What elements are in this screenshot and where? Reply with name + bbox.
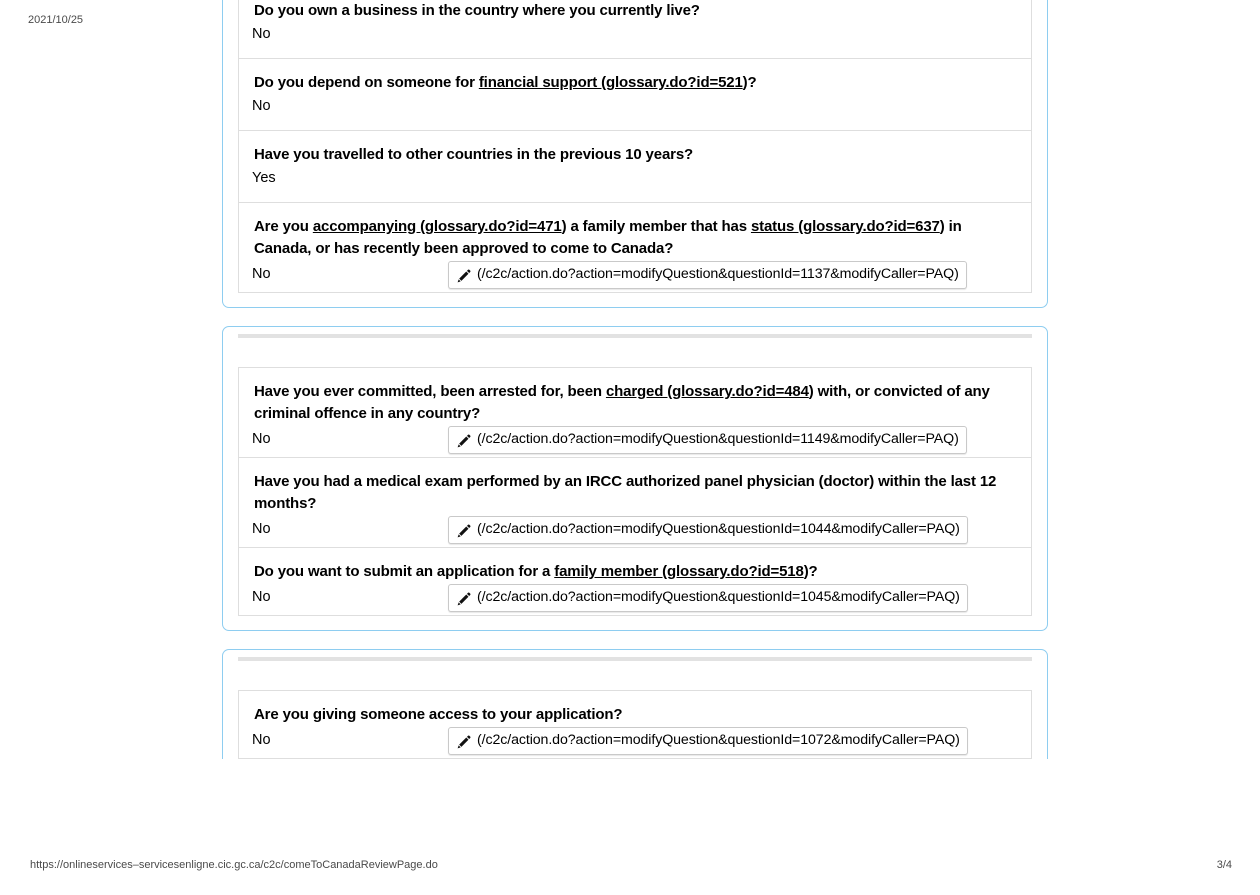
edit-answer-link[interactable] [448,426,967,454]
glossary-link[interactable]: charged (glossary.do?id=484 [605,383,809,400]
review-answers-content [222,0,1048,759]
glossary-link[interactable]: status (glossary.do?id=637 [750,218,940,235]
answer-line [239,585,1031,615]
glossary-link[interactable]: accompanying (glossary.do?id=471 [312,218,562,235]
question-card [222,326,1048,631]
question-text [239,59,1031,96]
question-text [239,691,1031,728]
answer-value: No [252,266,271,282]
answer-value: No [252,431,271,447]
edit-link-url: (/c2c/action.do?action=modifyQuestion&questionId=1072&modifyCaller=PAQ) [477,732,960,748]
question-text-segment: Have you travelled to other countries in the previous 10 years? [254,146,694,163]
question-text-segment: Do you depend on someone for [254,74,479,91]
edit-answer-link[interactable] [448,261,967,289]
pencil-icon [457,735,471,749]
question-text [239,203,1031,262]
card-divider [238,334,1032,338]
edit-answer-link[interactable] [448,516,968,544]
edit-link-url: (/c2c/action.do?action=modifyQuestion&questionId=1044&modifyCaller=PAQ) [477,521,960,537]
answer-line [239,262,1031,292]
question-text-segment: Are you [254,218,313,235]
pencil-icon [457,269,471,283]
answer-row [239,548,1031,616]
question-card [222,0,1048,308]
pencil-icon [457,434,471,448]
answer-row [239,131,1031,203]
edit-link-url: (/c2c/action.do?action=modifyQuestion&questionId=1149&modifyCaller=PAQ) [477,431,959,447]
answer-value: Yes [252,170,276,186]
answer-row [239,368,1031,458]
question-text [239,0,1031,24]
question-text-segment: )? [742,74,757,91]
pencil-icon [457,524,471,538]
answer-row [239,59,1031,131]
question-text-segment: )? [803,563,818,580]
question-text-segment: ) a family member that has [561,218,751,235]
pencil-icon [457,592,471,606]
edit-answer-link[interactable] [448,727,968,755]
glossary-link[interactable]: financial support (glossary.do?id=521 [478,74,743,91]
answer-line [239,728,1031,758]
footer-url: https://onlineservices–servicesenligne.cic.gc.ca/c2c/comeToCanadaReviewPage.do [30,859,438,871]
answer-value: No [252,732,271,748]
question-text [239,131,1031,168]
edit-link-url: (/c2c/action.do?action=modifyQuestion&questionId=1137&modifyCaller=PAQ) [477,266,959,282]
question-text-segment: ) in Canada, or has recently been approved to come to Canada? [254,218,962,257]
answer-row [239,0,1031,59]
answer-value: No [252,98,271,114]
edit-link-url: (/c2c/action.do?action=modifyQuestion&questionId=1045&modifyCaller=PAQ) [477,589,960,605]
answer-row [239,691,1031,759]
footer-page-number: 3/4 [1216,859,1232,871]
print-date: 2021/10/25 [28,14,84,26]
answer-value: No [252,26,271,42]
answer-row [239,458,1031,548]
glossary-link[interactable]: family member (glossary.do?id=518 [554,563,804,580]
answer-line [239,24,1031,58]
answers-table [238,0,1032,293]
answers-table [238,690,1032,759]
question-text-segment: Are you giving someone access to your application? [254,706,623,723]
question-text [239,458,1031,517]
answer-line [239,427,1031,457]
answers-table [238,367,1032,616]
question-text [239,368,1031,427]
print-footer [0,857,1260,873]
answer-line [239,96,1031,130]
question-card [222,649,1048,759]
answer-row [239,203,1031,293]
answer-value: No [252,521,271,537]
question-text-segment: Have you ever committed, been arrested for, been [254,383,606,400]
answer-value: No [252,589,271,605]
answer-line [239,168,1031,202]
question-text-segment: ) with, or convicted of any criminal offence in any country? [254,383,990,422]
question-text-segment: Have you had a medical exam performed by an IRCC authorized panel physician (doctor) within the last 12 months? [254,473,997,512]
answer-line [239,517,1031,547]
question-text-segment: Do you own a business in the country where you currently live? [254,2,700,19]
edit-answer-link[interactable] [448,584,968,612]
question-text-segment: Do you want to submit an application for a [254,563,555,580]
card-divider [238,657,1032,661]
question-text [239,548,1031,585]
